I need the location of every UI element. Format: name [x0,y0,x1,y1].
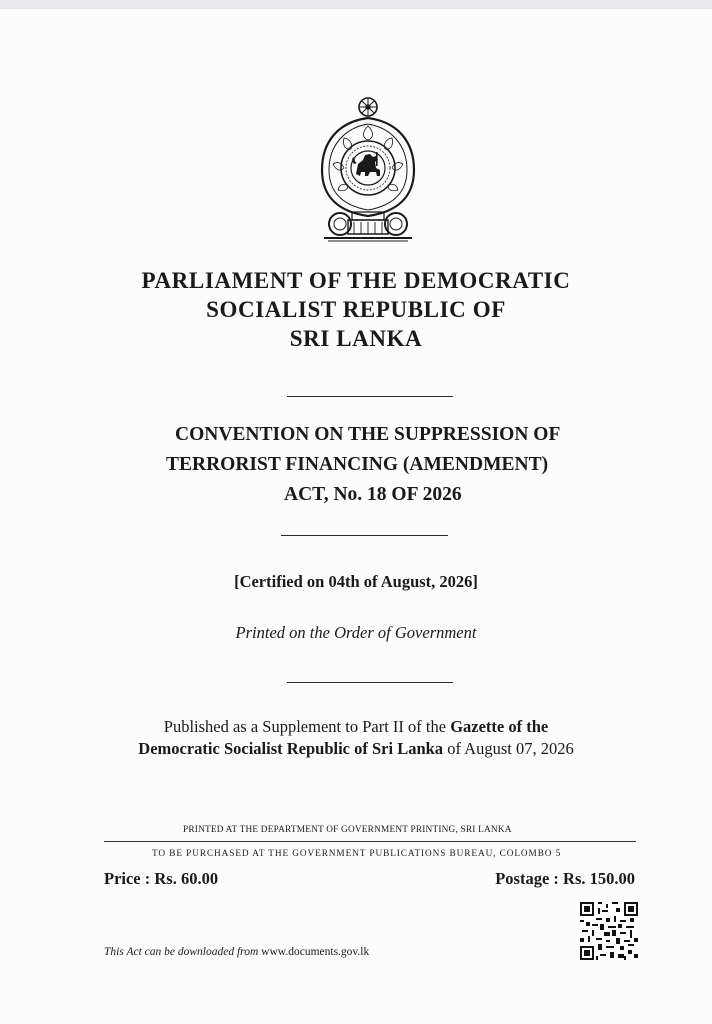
printed-at-note: PRINTED AT THE DEPARTMENT OF GOVERNMENT PRINTING, SRI LANKA [183,825,512,835]
publication-prefix: Published as a Supplement to Part II of the [163,717,451,736]
act-title-line-3: ACT, No. 18 OF 2026 [284,484,462,505]
price-label: Price : Rs. 60.00 [104,869,219,888]
publication-date: of August 07, 2026 [443,739,574,758]
download-prefix: This Act can be downloaded from [104,946,262,958]
purchase-note: TO BE PURCHASED AT THE GOVERNMENT PUBLICATIONS BUREAU, COLOMBO 5 [152,849,562,859]
parliament-title [0,266,712,353]
gazette-name-part-2: Democratic Socialist Republic of Sri Lanka [138,739,444,758]
divider-rule [287,682,453,683]
divider-rule [287,396,453,397]
divider-rule [281,535,448,536]
parliament-title-line-3: SRI LANKA [289,326,423,351]
download-note [104,946,369,958]
parliament-title-line-1: PARLIAMENT OF THE DEMOCRATIC [141,268,571,293]
page-top-border [0,0,712,9]
act-title-line-1: CONVENTION ON THE SUPPRESSION OF [175,424,561,445]
printed-order-note: Printed on the Order of Government [235,623,477,642]
act-title-line-2: TERRORIST FINANCING (AMENDMENT) [166,454,549,475]
qr-code-icon[interactable] [580,902,638,960]
parliament-title-line-2: SOCIALIST REPUBLIC OF [206,297,506,322]
publication-note [0,716,712,760]
postage-label: Postage : Rs. 150.00 [495,869,635,888]
footer-rule [104,841,636,842]
download-url[interactable]: www.documents.gov.lk [261,946,370,958]
national-emblem-icon [318,94,418,242]
gazette-name-part-1: Gazette of the [450,717,549,736]
certified-date: [Certified on 04th of August, 2026] [234,572,478,591]
